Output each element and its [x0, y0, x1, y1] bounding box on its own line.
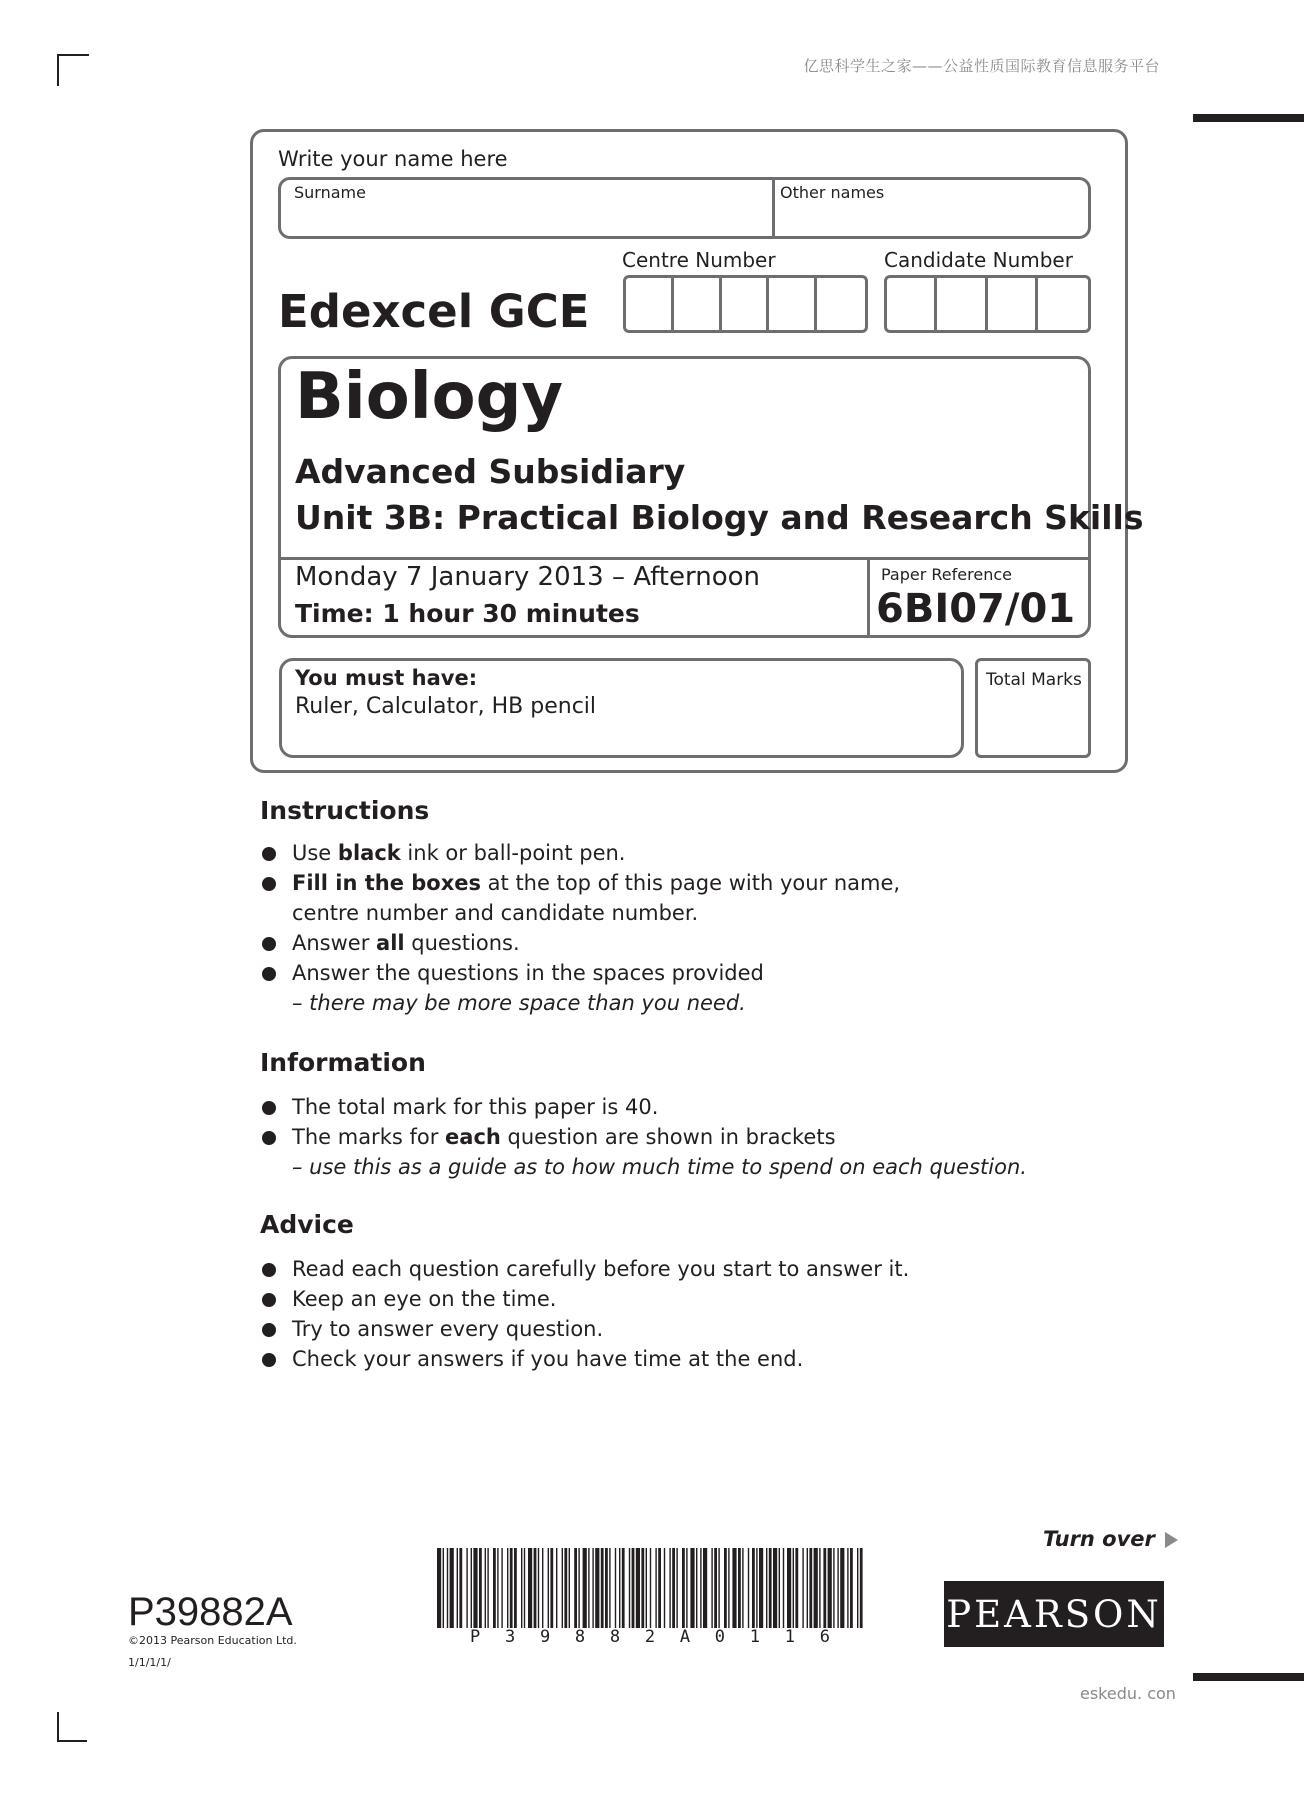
centre-number-digit-box[interactable] — [722, 278, 770, 330]
crop-mark-top — [57, 54, 89, 56]
instructions-item-continuation: – there may be more space than you need. — [292, 991, 746, 1015]
instructions-item-emphasis: Fill in the boxes — [292, 871, 481, 895]
barcode-bar — [457, 1548, 458, 1628]
bullet-icon — [262, 1323, 276, 1337]
barcode-bar — [773, 1548, 777, 1628]
total-marks-label: Total Marks — [986, 670, 1082, 690]
barcode-bar — [819, 1548, 820, 1628]
candidate-number-digit-box[interactable] — [988, 278, 1038, 330]
barcode-bar — [507, 1548, 508, 1628]
instructions-item-text: Use — [292, 841, 338, 865]
candidate-number-digit-box[interactable] — [887, 278, 937, 330]
advice-item-text: Check your answers if you have time at the end. — [292, 1347, 804, 1371]
barcode-bar — [650, 1548, 651, 1628]
instructions-item-text: at the top of this page with your name, — [481, 871, 901, 895]
turn-over-link[interactable] — [1043, 1527, 1178, 1551]
header-watermark: 亿思科学生之家——公益性质国际教育信息服务平台 — [803, 57, 1160, 75]
barcode-bar — [814, 1548, 818, 1628]
barcode — [435, 1548, 865, 1630]
instructions-item-text: ink or ball-point pen. — [400, 841, 626, 865]
barcode-bar — [524, 1548, 525, 1628]
barcode-bar — [601, 1548, 604, 1628]
barcode-character: 1 — [784, 1627, 795, 1647]
barcode-bar — [795, 1548, 798, 1628]
barcode-bar — [783, 1548, 784, 1628]
barcode-character: 6 — [819, 1627, 830, 1647]
barcode-bar — [732, 1548, 736, 1628]
barcode-bar — [850, 1548, 853, 1628]
barcode-bar — [562, 1548, 563, 1628]
barcode-character: P — [470, 1627, 481, 1647]
instructions-item-text: Answer the questions in the spaces provided — [292, 961, 764, 985]
barcode-bar — [676, 1548, 677, 1628]
barcode-bar — [609, 1548, 610, 1628]
bullet-icon — [262, 1293, 276, 1307]
candidate-number-digit-box[interactable] — [1038, 278, 1088, 330]
qualification-level: Advanced Subsidiary — [295, 452, 686, 491]
barcode-bar — [528, 1548, 532, 1628]
bullet-icon — [262, 1353, 276, 1367]
barcode-bar — [655, 1548, 656, 1628]
bullet-icon — [262, 1101, 276, 1115]
barcode-bar — [809, 1548, 812, 1628]
barcode-bar — [807, 1548, 808, 1628]
barcode-bar — [578, 1548, 579, 1628]
barcode-bar — [793, 1548, 794, 1628]
instructions-item-emphasis: all — [376, 931, 405, 955]
barcode-bar — [447, 1548, 448, 1628]
exam-date: Monday 7 January 2013 – Afternoon — [295, 562, 760, 592]
barcode-character: 3 — [504, 1627, 516, 1647]
barcode-character: 8 — [574, 1627, 586, 1647]
crop-mark-bottom — [57, 1712, 59, 1742]
play-arrow-icon — [1165, 1532, 1178, 1548]
barcode-bar — [728, 1548, 729, 1628]
barcode-bar — [696, 1548, 697, 1628]
barcode-bar — [752, 1548, 755, 1628]
barcode-bar — [479, 1548, 482, 1628]
barcode-character: 9 — [539, 1627, 551, 1647]
subject-box-divider — [281, 557, 1088, 560]
name-box — [278, 177, 1091, 239]
bullet-icon — [262, 967, 276, 981]
advice-heading: Advice — [260, 1210, 354, 1239]
barcode-bar — [703, 1548, 707, 1628]
barcode-bar — [669, 1548, 670, 1628]
candidate-number-digit-box[interactable] — [937, 278, 987, 330]
barcode-bar — [658, 1548, 661, 1628]
barcode-bar — [823, 1548, 826, 1628]
barcode-bar — [672, 1548, 675, 1628]
edition-code: 1/1/1/1/ — [128, 1656, 171, 1669]
barcode-bar — [860, 1548, 863, 1628]
footer-url: eskedu. con — [1080, 1684, 1176, 1703]
information-item-continuation: – use this as a guide as to how much time to spend on each question. — [292, 1155, 1027, 1179]
barcode-bar — [493, 1548, 496, 1628]
advice-item-text: Try to answer every question. — [292, 1317, 604, 1341]
must-have-items: Ruler, Calculator, HB pencil — [295, 694, 597, 719]
barcode-bar — [487, 1548, 488, 1628]
name-box-divider — [772, 180, 775, 236]
barcode-bar — [690, 1548, 694, 1628]
barcode-bar — [646, 1548, 647, 1628]
barcode-bar — [548, 1548, 549, 1628]
paper-code: P39882A — [128, 1590, 293, 1634]
barcode-bar — [748, 1548, 749, 1628]
centre-number-digit-box[interactable] — [769, 278, 817, 330]
crop-mark-top — [57, 54, 59, 86]
instructions-item-emphasis: black — [337, 841, 401, 865]
bullet-icon — [262, 937, 276, 951]
turn-over-label: Turn over — [1043, 1527, 1155, 1551]
bullet-icon — [262, 1263, 276, 1277]
barcode-bar — [485, 1548, 486, 1628]
barcode-bar — [718, 1548, 719, 1628]
advice-item — [262, 1344, 909, 1374]
information-list — [262, 1092, 1027, 1182]
paper-reference-label: Paper Reference — [881, 565, 1012, 584]
barcode-character: A — [679, 1627, 691, 1647]
bullet-icon — [262, 847, 276, 861]
exam-board: Edexcel GCE — [278, 285, 590, 338]
instructions-item — [262, 868, 900, 928]
barcode-character: 2 — [644, 1627, 656, 1647]
information-item-text: The total mark for this paper is 40. — [292, 1095, 659, 1119]
barcode-bar — [564, 1548, 567, 1628]
barcode-bar — [840, 1548, 844, 1628]
barcode-bar — [542, 1548, 543, 1628]
barcode-bar — [569, 1548, 570, 1628]
information-item — [262, 1122, 1027, 1182]
information-item — [262, 1092, 1027, 1122]
barcode-bar — [574, 1548, 577, 1628]
barcode-bar — [450, 1548, 454, 1628]
surname-field[interactable]: Surname — [294, 183, 366, 202]
barcode-bar — [497, 1548, 498, 1628]
barcode-bar — [595, 1548, 599, 1628]
centre-number-digit-box[interactable] — [626, 278, 674, 330]
advice-item — [262, 1284, 909, 1314]
paper-reference-divider — [867, 557, 870, 637]
barcode-bar — [738, 1548, 741, 1628]
barcode-character: 0 — [714, 1627, 726, 1647]
instructions-item — [262, 838, 900, 868]
edge-bar-bottom — [1193, 1673, 1304, 1681]
barcode-bar — [769, 1548, 772, 1628]
write-name-label: Write your name here — [278, 147, 508, 171]
barcode-bar — [779, 1548, 780, 1628]
barcode-bar — [700, 1548, 701, 1628]
barcode-bar — [724, 1548, 727, 1628]
barcode-bar — [473, 1548, 477, 1628]
information-item-emphasis: each — [445, 1125, 501, 1149]
information-heading: Information — [260, 1048, 426, 1077]
advice-item — [262, 1314, 909, 1344]
candidate-number-boxes[interactable] — [884, 275, 1091, 333]
instructions-item-continuation: centre number and candidate number. — [292, 901, 699, 925]
paper-reference: 6BI07/01 — [876, 586, 1076, 632]
barcode-bar — [711, 1548, 712, 1628]
barcode-bar — [437, 1548, 441, 1628]
barcode-bar — [605, 1548, 608, 1628]
instructions-heading: Instructions — [260, 796, 430, 825]
advice-list — [262, 1254, 909, 1374]
barcode-bar — [742, 1548, 743, 1628]
instructions-item — [262, 928, 900, 958]
barcode-bar — [514, 1548, 517, 1628]
instructions-item — [262, 958, 900, 1018]
advice-item — [262, 1254, 909, 1284]
barcode-bar — [583, 1548, 587, 1628]
exam-duration: Time: 1 hour 30 minutes — [295, 599, 640, 628]
barcode-bar — [632, 1548, 635, 1628]
barcode-bar — [443, 1548, 444, 1628]
barcode-bar — [664, 1548, 665, 1628]
barcode-bar — [550, 1548, 553, 1628]
barcode-bar — [759, 1548, 763, 1628]
barcode-bar — [521, 1548, 522, 1628]
barcode-bar — [510, 1548, 513, 1628]
must-have-title: You must have: — [295, 666, 478, 690]
barcode-bar — [802, 1548, 803, 1628]
barcode-bar — [714, 1548, 717, 1628]
barcode-bar — [847, 1548, 848, 1628]
barcode-bar — [629, 1548, 630, 1628]
instructions-item-text: Answer — [292, 931, 377, 955]
barcode-bar — [833, 1548, 834, 1628]
barcode-bar — [857, 1548, 858, 1628]
barcode-bar — [756, 1548, 757, 1628]
barcode-bar — [837, 1548, 838, 1628]
centre-number-digit-box[interactable] — [817, 278, 865, 330]
barcode-character: 8 — [609, 1627, 621, 1647]
bullet-icon — [262, 877, 276, 891]
barcode-bar — [466, 1548, 467, 1628]
barcode-bar — [459, 1548, 462, 1628]
barcode-bar — [766, 1548, 767, 1628]
edge-bar-top — [1193, 114, 1304, 122]
centre-number-boxes[interactable] — [623, 275, 868, 333]
barcode-bar — [538, 1548, 539, 1628]
barcode-bar — [556, 1548, 557, 1628]
instructions-list — [262, 838, 900, 1018]
barcode-bar — [619, 1548, 620, 1628]
barcode-bar — [787, 1548, 791, 1628]
pearson-logo: PEARSON — [944, 1581, 1164, 1647]
barcode-bar — [828, 1548, 832, 1628]
unit-title: Unit 3B: Practical Biology and Research Skills — [295, 498, 1144, 537]
barcode-bar — [588, 1548, 589, 1628]
advice-item-text: Keep an eye on the time. — [292, 1287, 557, 1311]
barcode-bar — [682, 1548, 685, 1628]
barcode-bar — [534, 1548, 537, 1628]
centre-number-label: Centre Number — [622, 248, 776, 272]
advice-item-text: Read each question carefully before you start to answer it. — [292, 1257, 910, 1281]
barcode-number — [470, 1627, 830, 1647]
other-names-field[interactable]: Other names — [780, 183, 885, 202]
barcode-bar — [615, 1548, 616, 1628]
information-item-text: question are shown in brackets — [500, 1125, 836, 1149]
barcode-bar — [501, 1548, 502, 1628]
candidate-number-label: Candidate Number — [884, 248, 1073, 272]
barcode-bar — [471, 1548, 472, 1628]
barcode-bar — [641, 1548, 644, 1628]
barcode-character: 1 — [749, 1627, 760, 1647]
barcode-bar — [686, 1548, 687, 1628]
crop-mark-bottom — [57, 1740, 87, 1742]
instructions-item-text: questions. — [404, 931, 520, 955]
barcode-bar — [592, 1548, 593, 1628]
copyright: ©2013 Pearson Education Ltd. — [128, 1634, 297, 1647]
information-item-text: The marks for — [292, 1125, 446, 1149]
bullet-icon — [262, 1131, 276, 1145]
barcode-bar — [636, 1548, 640, 1628]
centre-number-digit-box[interactable] — [674, 278, 722, 330]
barcode-bar — [622, 1548, 625, 1628]
subject-title: Biology — [295, 360, 564, 434]
